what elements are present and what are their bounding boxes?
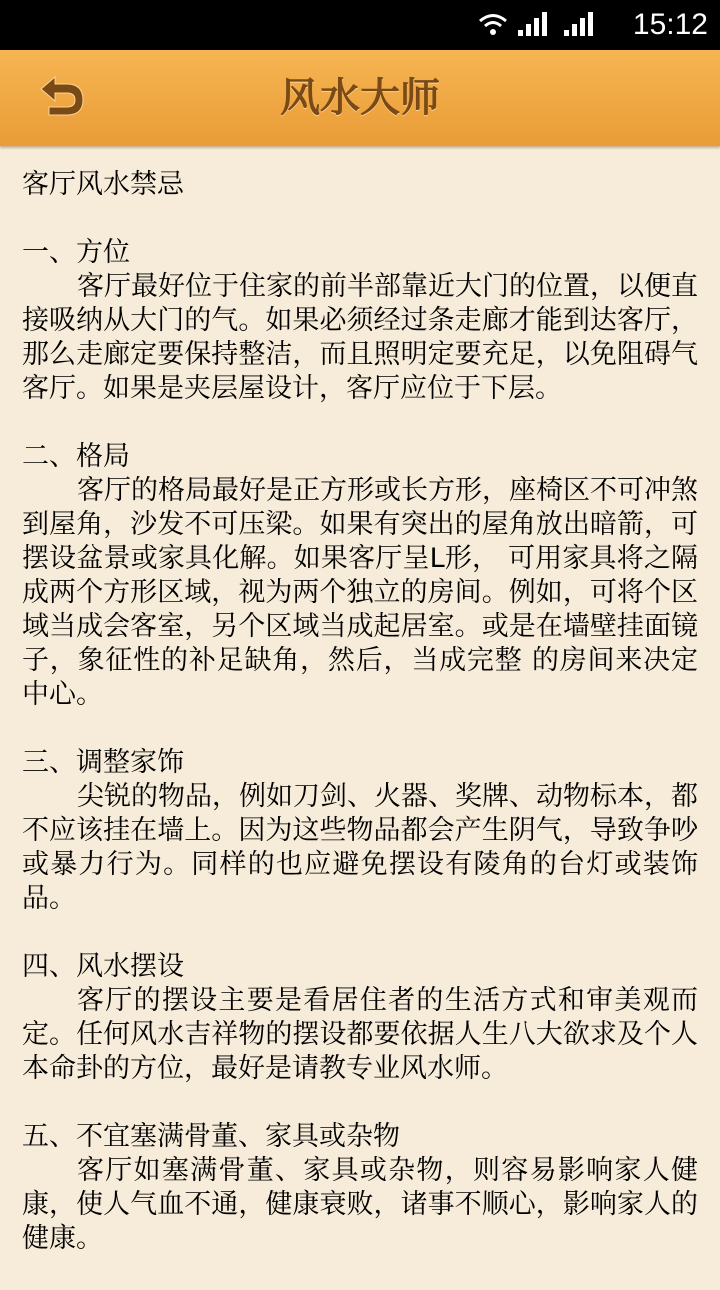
wifi-icon xyxy=(478,12,508,40)
status-time: 15:12 xyxy=(632,8,708,41)
section-heading: 三、调整家饰 xyxy=(22,747,184,778)
section-orientation xyxy=(22,236,698,406)
section-heading: 五、不宜塞满骨董、家具或杂物 xyxy=(22,1121,400,1152)
section-layout xyxy=(22,440,698,712)
article-title: 客厅风水禁忌 xyxy=(22,169,184,200)
section-heading: 四、风水摆设 xyxy=(22,951,184,982)
section-heading: 一、方位 xyxy=(22,237,130,268)
section-body: 客厅的格局最好是正方形或长方形，座椅区不可冲煞到屋角，沙发不可压梁。如果有突出的屋角放出暗箭，可摆设盆景或家具化解。如果客厅呈L形， 可用家具将之隔成两个方形区域，视为两个独立的房间。例如，可将个区域当成会客室，另个区域当成起居室。或是在墙壁挂面镜子，象征性的补足缺角，然后，当成完整 的房间来决定中心。 xyxy=(22,475,698,710)
section-arrangement xyxy=(22,950,698,1086)
app-bar xyxy=(0,50,720,146)
signal-icon-2 xyxy=(564,10,600,40)
status-bar xyxy=(0,0,720,50)
section-body: 客厅最好位于住家的前半部靠近大门的位置，以便直接吸纳从大门的气。如果必须经过条走廊才能到达客厅，那么走廊定要保持整洁，而且照明定要充足，以免阻碍气客厅。如果是夹层屋设计，客厅应位于下层。 xyxy=(22,271,698,404)
signal-icon xyxy=(518,10,554,40)
section-clutter xyxy=(22,1120,698,1256)
section-body: 尖锐的物品，例如刀剑、火器、奖牌、动物标本，都不应该挂在墙上。因为这些物品都会产生阴气，导致争吵或暴力行为。同样的也应避免摆设有陵角的台灯或装饰品。 xyxy=(22,781,698,914)
section-body: 客厅的摆设主要是看居住者的生活方式和审美观而定。任何风水吉祥物的摆设都要依据人生八大欲求及个人本命卦的方位，最好是请教专业风水师。 xyxy=(22,985,698,1084)
section-heading: 二、格局 xyxy=(22,441,130,472)
status-icons xyxy=(478,12,600,40)
page-title: 风水大师 xyxy=(280,75,440,121)
article-content xyxy=(22,168,698,1290)
back-button[interactable] xyxy=(26,68,96,128)
back-arrow-icon xyxy=(33,73,89,123)
section-decor xyxy=(22,746,698,916)
section-body: 客厅如塞满骨董、家具或杂物，则容易影响家人健康，使人气血不通，健康衰败，诸事不顺心，影响家人的健康。 xyxy=(22,1155,698,1254)
